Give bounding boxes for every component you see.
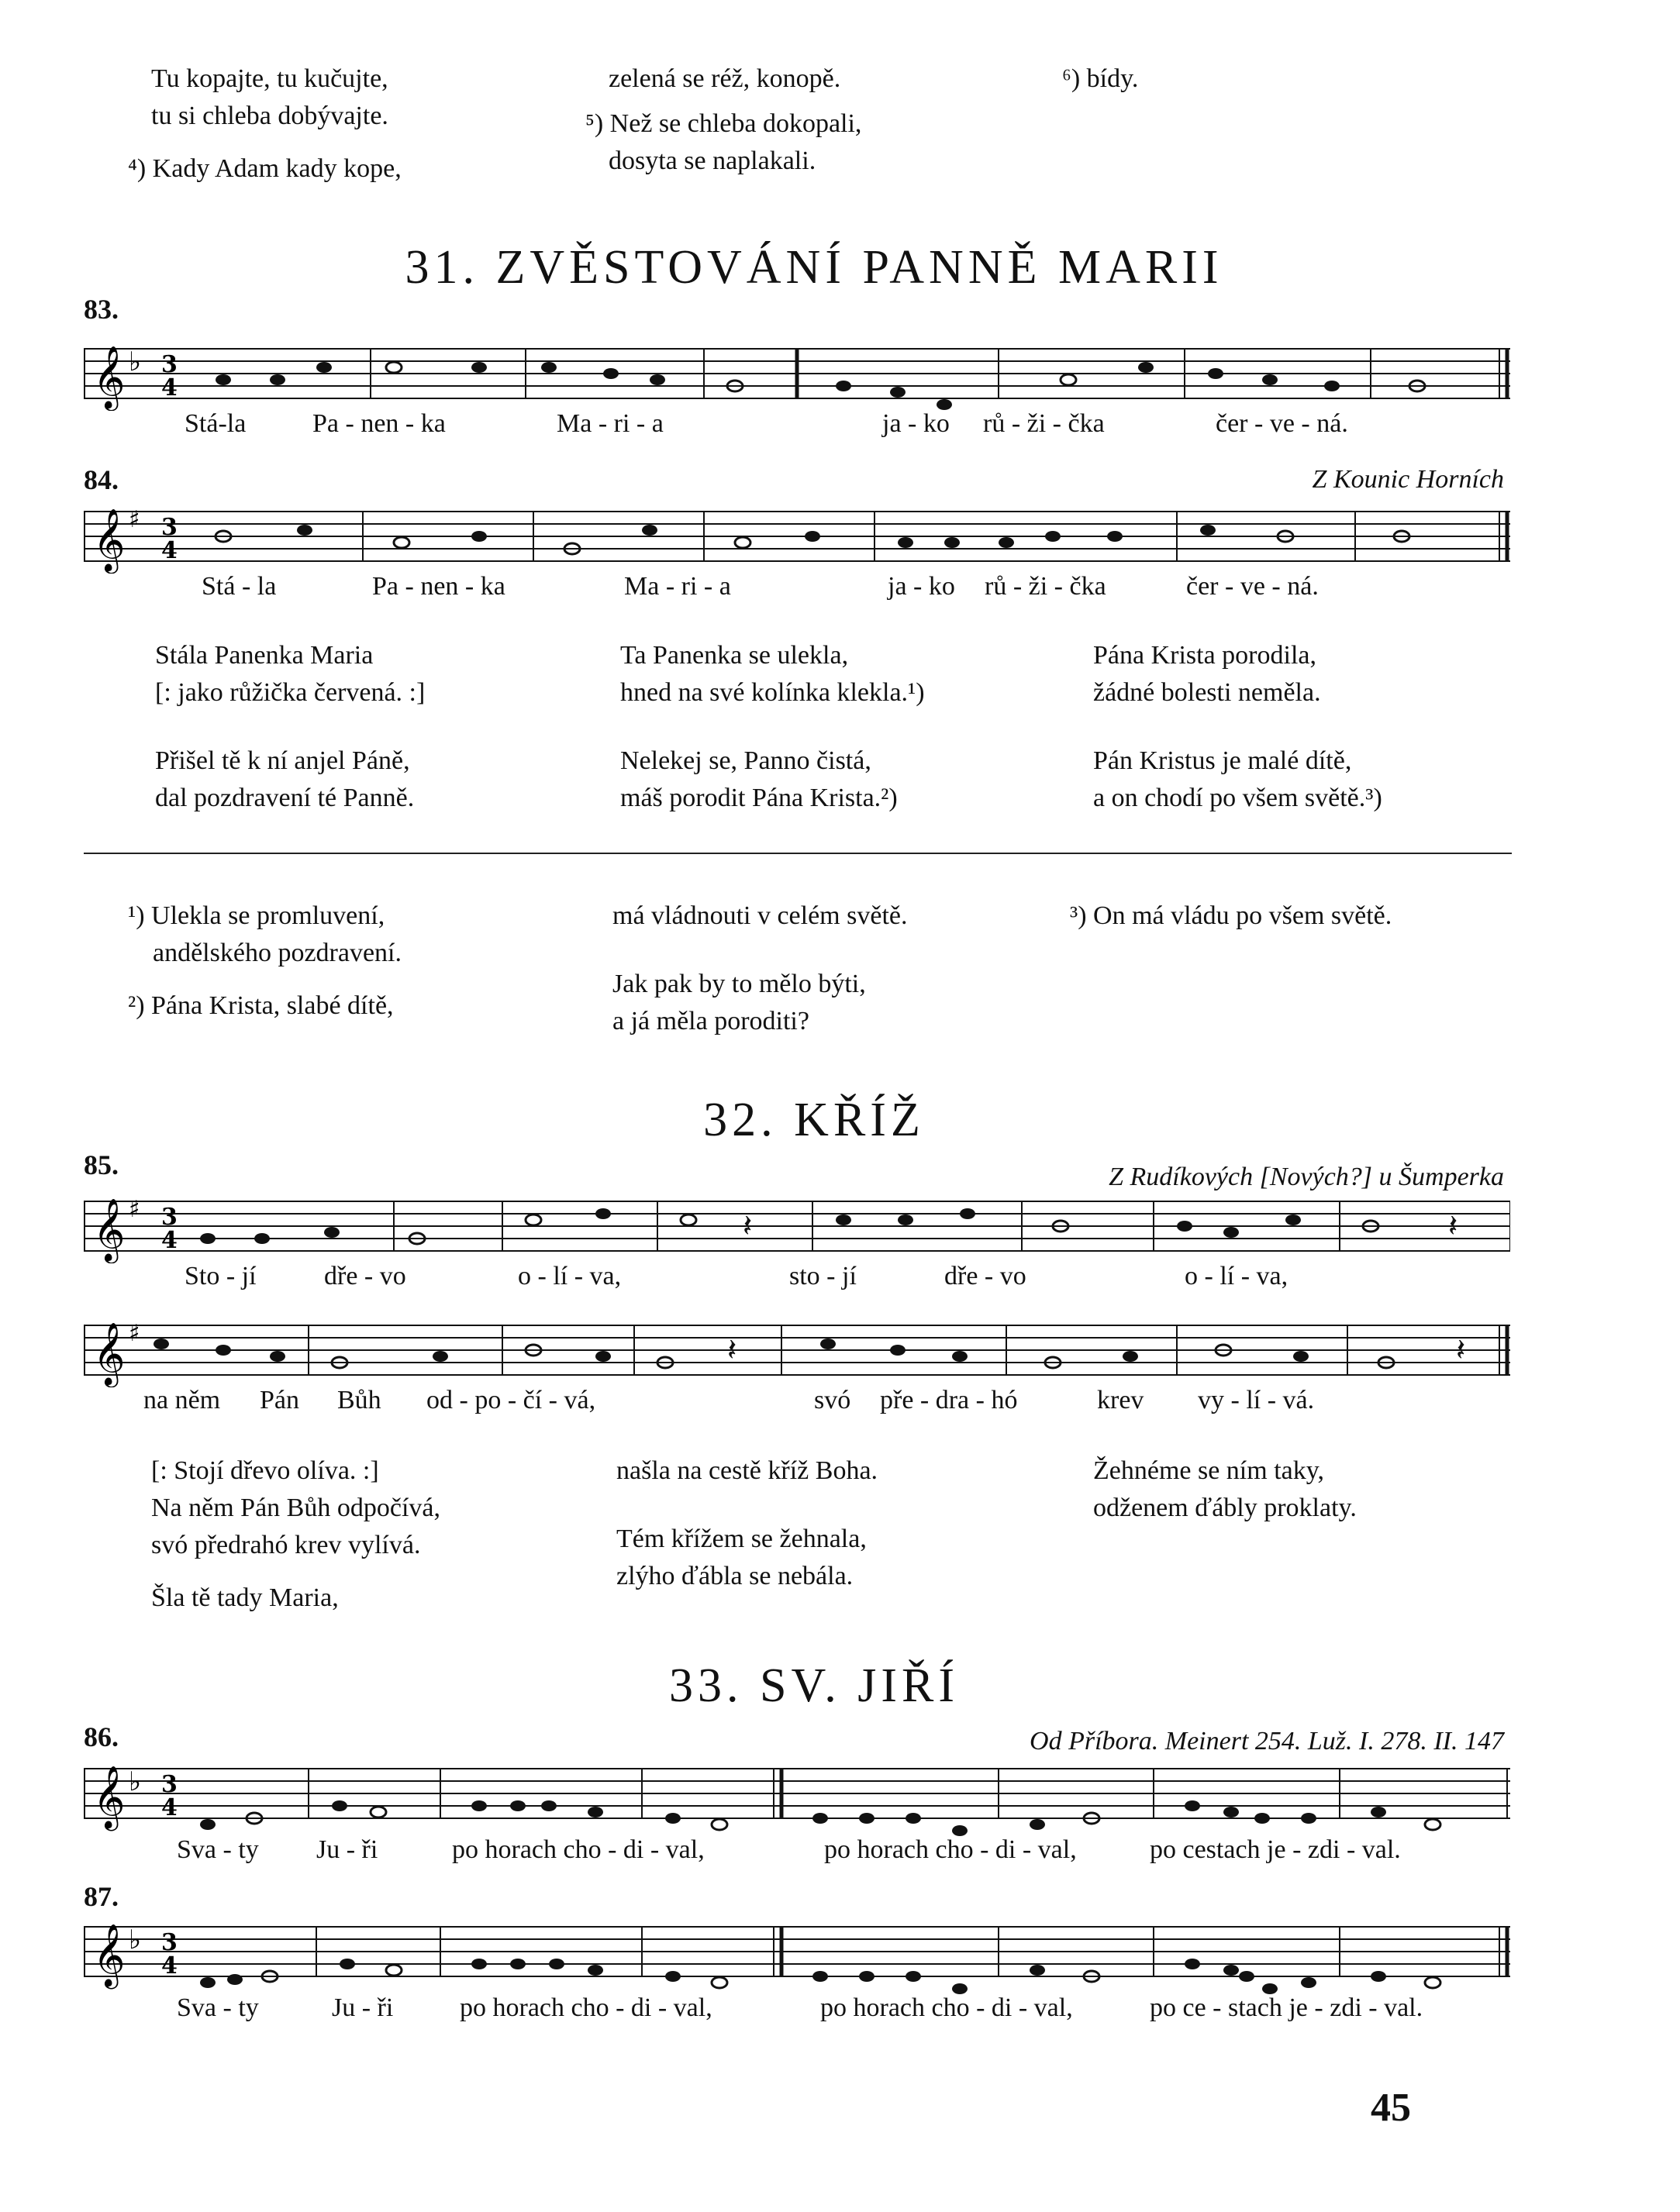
svg-text:3: 3 (161, 1771, 178, 1798)
lyric: po horach cho - di - val, (452, 1835, 705, 1864)
lyric: o - lí - va, (1185, 1262, 1288, 1290)
verse-line: Ta Panenka se ulekla, (620, 641, 849, 670)
footnote-line: ²) Pána Krista, slabé dítě, (128, 991, 394, 1020)
song32-verses-col1 (151, 1452, 440, 1617)
verse-line: Tém křížem se žehnala, (616, 1525, 867, 1553)
lyric: Sto - jí (185, 1262, 257, 1290)
staff-85-line2 (84, 1318, 1510, 1387)
verse-line: zlýho ďábla se nebála. (616, 1562, 854, 1590)
verse-line: hned na své kolínka klekla.¹) (620, 678, 925, 707)
verse-line: dal pozdravení té Panně. (155, 784, 415, 812)
lyric: Ma - ri - a (624, 572, 731, 601)
lyrics-83 (185, 409, 1502, 448)
footnote-line: ³) On má vládu po všem světě. (1070, 901, 1392, 930)
svg-text:𝄞: 𝄞 (93, 1321, 126, 1385)
footnote-5-line1: ⁵) Než se chleba dokopali, (585, 109, 862, 138)
page-number: 45 (1371, 2086, 1411, 2130)
text-line: zelená se réž, konopě. (609, 64, 841, 93)
staff-84 (84, 504, 1510, 574)
footnote-line (128, 972, 402, 987)
verse-line: odženem ďábly proklaty. (1093, 1494, 1357, 1522)
lyric: Ju - ři (316, 1835, 378, 1864)
verse-line: [: jako růžička červená. :] (155, 678, 426, 707)
lyrics-86 (177, 1835, 1510, 1874)
example-86-number: 86. (84, 1721, 119, 1752)
verse-line: Pána Krista porodila, (1093, 641, 1316, 670)
footnote-line: ¹) Ulekla se promluvení, (128, 901, 385, 930)
song31-footnotes-col2 (612, 898, 908, 1040)
lyric: od - po - čí - vá, (426, 1386, 596, 1414)
staff-86 (84, 1761, 1510, 1838)
lyrics-85-line2 (143, 1386, 1500, 1425)
lyric: Sva - ty (177, 1835, 259, 1864)
example-85-number: 85. (84, 1149, 119, 1180)
top-footnote-col2 (585, 60, 862, 180)
svg-text:𝄞: 𝄞 (93, 345, 126, 408)
svg-text:3: 3 (161, 351, 178, 378)
footnote-line: Jak pak by to mělo býti, (612, 970, 866, 998)
lyric: Sva - ty (177, 1993, 259, 2022)
lyric: po cestach je - zdi - val. (1150, 1835, 1401, 1864)
song33-title: 33. SV. JIŘÍ (668, 1659, 960, 1712)
staff-85-line1 (84, 1194, 1510, 1263)
verse-line (620, 711, 925, 743)
footnote-6: ⁶) bídy. (1062, 64, 1139, 93)
footnote-line (612, 935, 908, 966)
song32-verses-col2 (616, 1452, 878, 1595)
example-86-source: Od Příbora. Meinert 254. Luž. I. 278. II. 147 (1030, 1727, 1504, 1755)
lyric: Stá-la (185, 409, 247, 438)
example-84-source: Z Kounic Horních (1312, 465, 1504, 494)
lyric: rů - ži - čka (985, 572, 1106, 601)
text-line: Tu kopajte, tu kučujte, (151, 64, 388, 93)
footnote-divider (84, 853, 1512, 854)
lyric: Pa - nen - ka (372, 572, 505, 601)
svg-text:♯: ♯ (129, 1196, 140, 1223)
verse-line: Pán Kristus je malé dítě, (1093, 746, 1352, 775)
verse-line: svó předrahó krev vylívá. (151, 1531, 421, 1559)
song31-verses-col3 (1093, 637, 1382, 817)
footnote-4: ⁴) Kady Adam kady kope, (128, 154, 402, 183)
svg-text:𝄞: 𝄞 (93, 1765, 126, 1828)
verse-line: Přišel tě k ní anjel Páně, (155, 746, 410, 775)
lyric: ja - ko (882, 409, 950, 438)
lyric: Bůh (337, 1386, 381, 1414)
svg-text:♭: ♭ (129, 1766, 142, 1797)
verse-line: Šla tě tady Maria, (151, 1583, 339, 1612)
lyric: o - lí - va, (518, 1262, 622, 1290)
verse-line (155, 711, 425, 743)
svg-text:𝄽: 𝄽 (727, 1332, 737, 1368)
lyric: čer - ve - ná. (1186, 572, 1319, 601)
footnote-line: andělského pozdravení. (153, 939, 402, 967)
lyric: pře - dra - hó (880, 1386, 1018, 1414)
lyric: rů - ži - čka (983, 409, 1105, 438)
verse-line (1093, 711, 1382, 743)
song31-verses-col2 (620, 637, 925, 817)
verse-line: našla na cestě kříž Boha. (616, 1456, 878, 1485)
svg-text:𝄞: 𝄞 (93, 1923, 126, 1986)
svg-text:4: 4 (161, 1227, 178, 1254)
svg-text:4: 4 (161, 1794, 178, 1821)
svg-text:3: 3 (161, 514, 178, 541)
verse-line (151, 1564, 440, 1580)
lyric: dře - vo (944, 1262, 1026, 1290)
staff-83 (84, 341, 1510, 411)
verse-line: Stála Panenka Maria (155, 641, 374, 670)
svg-text:𝄽: 𝄽 (743, 1208, 753, 1244)
svg-text:♭: ♭ (129, 346, 142, 377)
verse-line: Nelekej se, Panno čistá, (620, 746, 871, 775)
svg-text:♭: ♭ (129, 1924, 142, 1955)
svg-text:3: 3 (161, 1204, 178, 1231)
lyrics-85-line1 (185, 1262, 1502, 1301)
lyric: svó (814, 1386, 851, 1414)
song31-title: 31. ZVĚSTOVÁNÍ PANNĚ MARII (405, 241, 1223, 294)
svg-text:4: 4 (161, 537, 178, 564)
verse-line: Na něm Pán Bůh odpočívá, (151, 1494, 440, 1522)
footnote-line: má vládnouti v celém světě. (612, 901, 908, 930)
svg-text:3: 3 (161, 1929, 178, 1956)
lyric: sto - jí (789, 1262, 857, 1290)
verse-line: [: Stojí dřevo olíva. :] (151, 1456, 379, 1485)
verse-line (616, 1490, 878, 1521)
lyric: po horach cho - di - val, (460, 1993, 712, 2022)
verse-line: Žehnéme se ním taky, (1093, 1456, 1325, 1485)
example-84-number: 84. (84, 464, 119, 495)
verse-line: máš porodit Pána Krista.²) (620, 784, 898, 812)
svg-text:𝄽: 𝄽 (1448, 1208, 1458, 1244)
lyric: po horach cho - di - val, (820, 1993, 1073, 2022)
example-85-source: Z Rudíkových [Nových?] u Šumperka (1109, 1163, 1504, 1191)
verse-line: a on chodí po všem světě.³) (1093, 784, 1382, 812)
song32-title: 32. KŘÍŽ (703, 1094, 925, 1146)
verse-line: žádné bolesti neměla. (1093, 678, 1321, 707)
lyric: Ma - ri - a (557, 409, 664, 438)
footnote-line: a já měla poroditi? (612, 1007, 809, 1035)
song31-footnotes-col1 (128, 898, 402, 1025)
song31-footnotes-col3 (1070, 898, 1392, 935)
svg-text:4: 4 (161, 1952, 178, 1979)
lyric: vy - lí - vá. (1198, 1386, 1315, 1414)
text-line: tu si chleba dobývajte. (151, 102, 388, 130)
lyric: ja - ko (888, 572, 955, 601)
lyrics-84 (202, 572, 1520, 611)
svg-text:𝄞: 𝄞 (93, 508, 126, 571)
example-83-number: 83. (84, 294, 119, 325)
staff-87 (84, 1919, 1510, 1997)
svg-text:♯: ♯ (129, 1320, 140, 1347)
top-footnote-col1 (128, 60, 402, 188)
lyric: po horach cho - di - val, (824, 1835, 1077, 1864)
song31-verses-col1 (155, 637, 425, 817)
lyric: na něm (143, 1386, 221, 1414)
svg-text:4: 4 (161, 374, 178, 401)
lyric: po ce - stach je - zdi - val. (1150, 1993, 1423, 2022)
lyric: Pa - nen - ka (312, 409, 446, 438)
lyric: Stá - la (202, 572, 277, 601)
example-87-number: 87. (84, 1881, 119, 1912)
top-footnote-col3 (1062, 60, 1138, 98)
lyric: Pán (260, 1386, 299, 1414)
svg-text:𝄽: 𝄽 (1456, 1332, 1466, 1368)
song32-verses-col3 (1093, 1452, 1357, 1527)
lyric: dře - vo (324, 1262, 406, 1290)
lyric: krev (1097, 1386, 1144, 1414)
lyrics-87 (177, 1993, 1510, 2032)
footnote-5-line2: dosyta se naplakali. (609, 146, 816, 175)
lyric: čer - ve - ná. (1216, 409, 1348, 438)
svg-text:♯: ♯ (129, 506, 140, 533)
lyric: Ju - ři (332, 1993, 394, 2022)
svg-text:𝄞: 𝄞 (93, 1197, 126, 1261)
